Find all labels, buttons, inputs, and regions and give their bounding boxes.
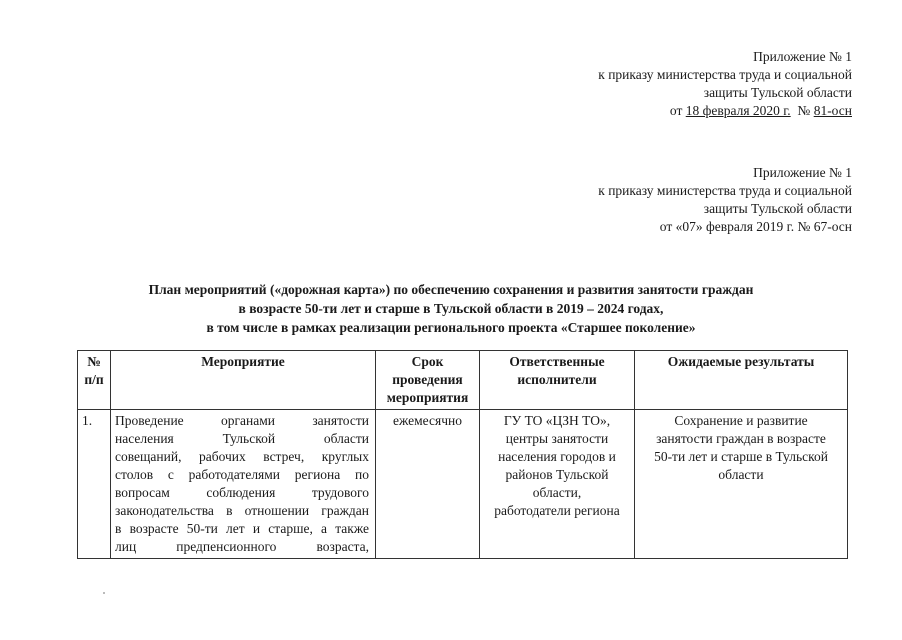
results-line: занятости граждан в возрасте (656, 431, 826, 446)
results-line: 50-ти лет и старше в Тульской (654, 449, 828, 464)
annex-current-date-prefix: от (669, 103, 686, 118)
header-num: № п/п (78, 351, 111, 410)
title-line-3: в том числе в рамках реализации регионального проекта «Старшее поколение» (206, 320, 696, 335)
row-results (635, 410, 848, 559)
row-num: 1. (78, 410, 111, 559)
annex-current-number-label: № (797, 103, 814, 118)
annex-previous-order-ref: к приказу министерства труда и социальной (598, 183, 852, 198)
event-line: в возрасте 50-ти лет и старше, а также (115, 521, 369, 536)
document-title (60, 280, 842, 337)
annex-current-number: 81-осн (813, 103, 852, 118)
event-line: совещаний, рабочих встреч, круглых (115, 449, 369, 464)
annex-previous-title: Приложение № 1 (753, 165, 852, 180)
annex-current-date: 18 февраля 2020 г. (685, 103, 791, 118)
executors-line: населения городов и (498, 449, 616, 464)
annex-previous-date-line: от «07» февраля 2019 г. № 67-осн (659, 219, 852, 234)
results-line: области (718, 467, 764, 482)
annex-current-order (598, 48, 852, 120)
annex-current-ministry: защиты Тульской области (703, 85, 852, 100)
executors-line: области, (532, 485, 582, 500)
row-event (111, 410, 376, 559)
plan-table (77, 350, 848, 559)
executors-line: районов Тульской (505, 467, 609, 482)
title-line-2: в возрасте 50-ти лет и старше в Тульской области в 2019 – 2024 годах, (238, 301, 664, 316)
row-executors (480, 410, 635, 559)
event-line: столов с работодателями региона по (115, 467, 369, 482)
title-line-1: План мероприятий («дорожная карта») по обеспечению сохранения и развития занятости граждан (148, 282, 754, 297)
annex-previous-order (598, 164, 852, 236)
scan-speck (103, 592, 105, 594)
executors-line: центры занятости (505, 431, 609, 446)
annex-current-title: Приложение № 1 (753, 49, 852, 64)
header-term: Срок проведения мероприятия (376, 351, 480, 410)
results-line: Сохранение и развитие (674, 413, 808, 428)
annex-current-order-ref: к приказу министерства труда и социальной (598, 67, 852, 82)
executors-line: ГУ ТО «ЦЗН ТО», (503, 413, 611, 428)
annex-current-date-line (598, 102, 852, 120)
row-term: ежемесячно (376, 410, 480, 559)
executors-line: работодатели региона (494, 503, 620, 518)
event-line: населения Тульской области (115, 431, 369, 446)
table-row (78, 410, 848, 559)
table-header-row (78, 351, 848, 410)
event-line: лиц предпенсионного возраста, (115, 539, 369, 554)
event-line: вопросам соблюдения трудового (115, 485, 369, 500)
header-results: Ожидаемые результаты (635, 351, 848, 410)
header-event: Мероприятие (111, 351, 376, 410)
annex-previous-ministry: защиты Тульской области (703, 201, 852, 216)
header-executors: Ответственные исполнители (480, 351, 635, 410)
event-line: Проведение органами занятости (115, 413, 369, 428)
event-line: законодательства в отношении граждан (115, 503, 369, 518)
